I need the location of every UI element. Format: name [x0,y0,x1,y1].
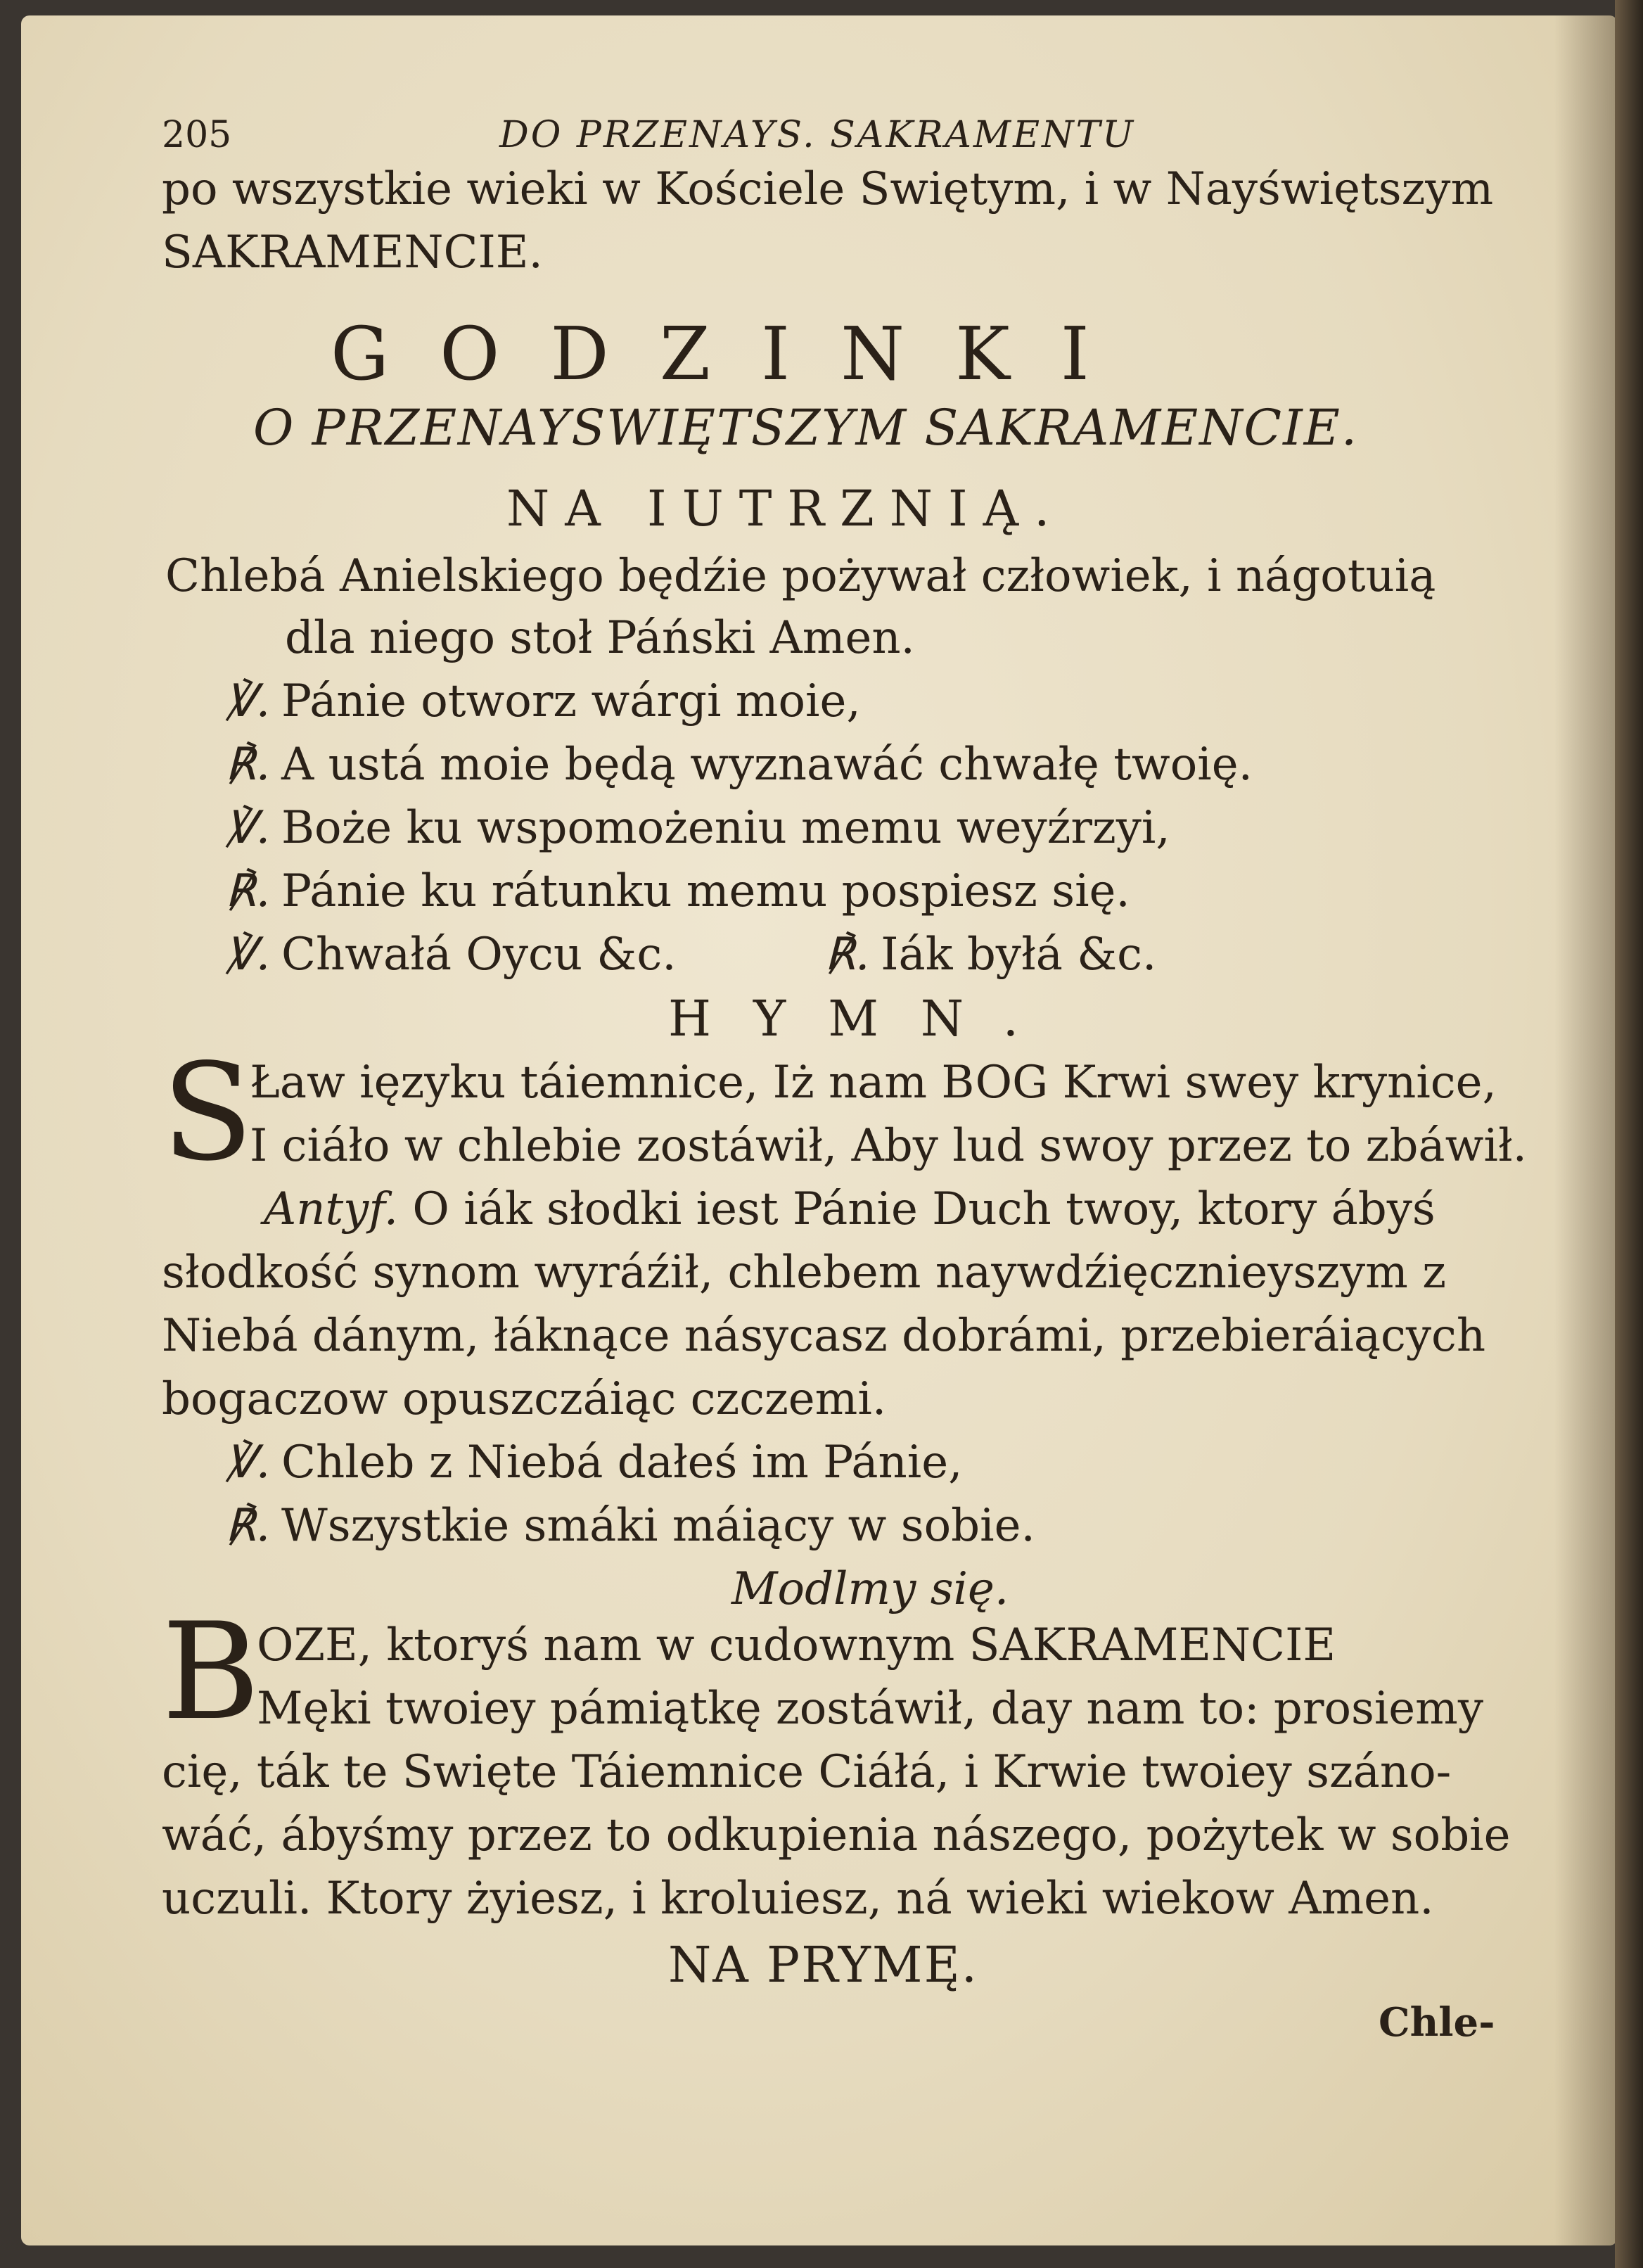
section-heading-pryma: NA PRYMĘ. [668,1936,978,1994]
prayer-line-5: uczuli. Ktory żyiesz, i kroluiesz, ná wieki wiekow Amen. [162,1873,1434,1925]
versicle-line [225,675,861,727]
hymn-line-1: Ław ięzyku táiemnice, Iż nam BOG Krwi swey krynice, [250,1057,1497,1109]
versicle-mark: ℣. [225,1436,271,1489]
versicle-text: Pánie otworz wárgi moie, [281,675,861,727]
antyfona-text: O iák słodki iest Pánie Duch twoy, ktory ábyś [412,1183,1436,1235]
response-mark: ℟. [225,865,271,917]
prayer-drop-cap: B [162,1594,260,1750]
prayer-line-2: Męki twoiey pámiątkę zostáwił, day nam to: prosiemy [257,1683,1483,1735]
modlmy-sie-heading: Modlmy się. [731,1563,1009,1615]
antyfona-label: Antyf. [264,1183,399,1235]
prayer-line-3: cię, ták te Swięte Táiemnice Ciáłá, i Krwie twoiey száno- [162,1746,1452,1798]
antyfona-line-3: Niebá dánym, łáknące násycasz dobrámi, przebieráiących [162,1310,1486,1362]
book-page [21,15,1618,2245]
versicle-mark: ℣. [225,675,271,727]
page-subtitle: O PRZENAYSWIĘTSZYM SAKRAMENCIE. [253,399,1359,457]
antiphon-line-1: Chlebá Anielskiego będźie pożywał człowiek, i nágotuią [165,550,1436,602]
versicle-mark: ℣. [225,929,271,981]
versicle-text: Boże ku wspomożeniu memu weyźrzyi, [281,802,1170,854]
response-text: Wszystkie smáki máiący w sobie. [281,1500,1035,1552]
hymn-drop-cap: S [162,1035,254,1190]
gloria-response-text: Iák byłá &c. [881,929,1157,981]
antiphon-line-2: dla niego stoł Páński Amen. [285,612,915,664]
intro-line-2: SAKRAMENCIE. [162,227,543,279]
intro-line-1: po wszystkie wieki w Kościele Swiętym, i w Nayświętszym [162,163,1494,215]
response-line [225,865,1130,917]
prayer-line-4: wáć, ábyśmy przez to odkupienia nászego, pożytek w sobie [162,1809,1511,1861]
page-number: 205 [162,114,232,156]
gloria-line [225,929,1156,981]
adjacent-page-edge [1615,0,1643,2268]
response-mark: ℟. [225,739,271,791]
section-heading-iutrznia: NA IUTRZNIĄ. [506,480,1066,537]
running-title: DO PRZENAYS. SAKRAMENTU [499,114,1136,156]
hymn-heading: HYMN. [668,990,1061,1047]
versicle-text: Chleb z Niebá dałeś im Pánie, [281,1436,963,1489]
prayer-line-1: OZE, ktoryś nam w cudownym SAKRAMENCIE [257,1619,1336,1671]
response-text: A ustá moie będą wyznawáć chwałę twoię. [281,739,1253,791]
antyfona-line-1 [264,1183,1436,1235]
versicle-line [225,802,1170,854]
antyfona-line-4: bogaczow opuszczáiąc czczemi. [162,1373,887,1425]
response-mark: ℟. [824,929,870,981]
antyfona-line-2: słodkość synom wyráźił, chlebem naywdźięcznieyszym z [162,1247,1446,1299]
response-mark: ℟. [225,1500,271,1552]
page-title: GODZINKI [331,311,1140,397]
response-text: Pánie ku rátunku memu pospiesz się. [281,865,1130,917]
gloria-versicle-text: Chwałá Oycu &c. [281,929,677,981]
response-line [225,1500,1035,1552]
catchword: Chle- [1379,1999,1495,2046]
versicle-line [225,1436,962,1489]
versicle-mark: ℣. [225,802,271,854]
hymn-line-2: I ciáło w chlebie zostáwił, Aby lud swoy przez to zbáwił. [250,1120,1527,1172]
response-line [225,739,1253,791]
